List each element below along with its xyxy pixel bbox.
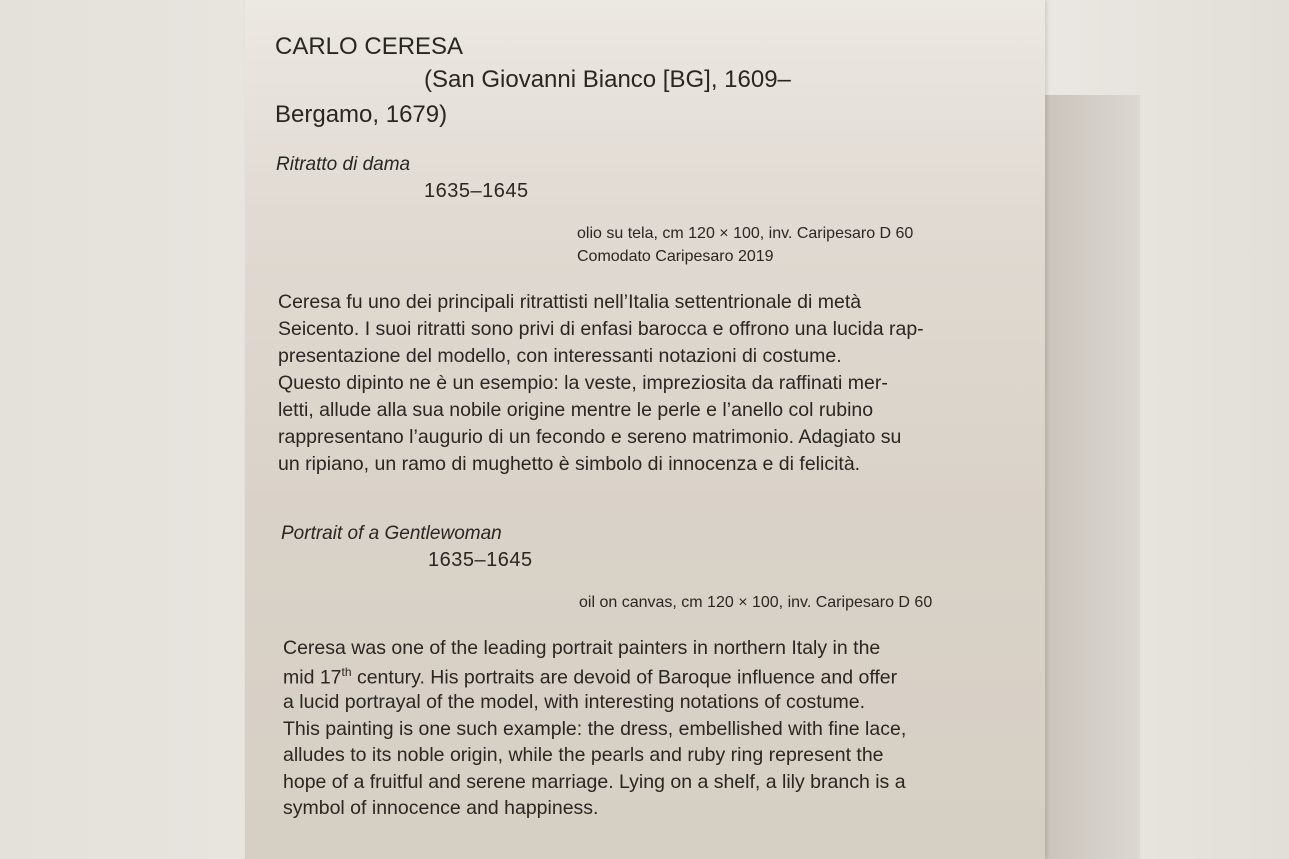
italian-date: 1635–1645 [424,180,529,202]
english-title: Portrait of a Gentlewoman [281,523,502,544]
english-text-part: mid 17 [283,666,342,689]
english-text-part: century. His portraits are devoid of Baroque influence and offer [351,666,898,689]
english-text-line: hope of a fruitful and serene marriage. Lying on a shelf, a lily branch is a [283,771,906,793]
english-medium: oil on canvas, cm 120 × 100, inv. Caripesaro D 60 [579,594,933,611]
italian-text-line: rappresentano l’augurio di un fecondo e sereno matrimonio. Adagiato su [278,426,902,448]
italian-text-line: presentazione del modello, con interessanti notazioni di costume. [278,345,842,367]
italian-loan: Comodato Caripesaro 2019 [577,248,774,265]
artist-life-line2: Bergamo, 1679) [275,101,448,128]
superscript: th [341,665,352,679]
wall-shadow [1040,95,1140,859]
english-text-line: This painting is one such example: the dress, embellished with fine lace, [283,718,907,740]
english-date: 1635–1645 [428,549,533,571]
italian-text-line: Ceresa fu uno dei principali ritrattisti nell’Italia settentrionale di metà [278,291,862,313]
italian-medium: olio su tela, cm 120 × 100, inv. Caripesaro D 60 [577,225,914,242]
artist-name: CARLO CERESA [275,33,464,60]
english-text-line: a lucid portrayal of the model, with interesting notations of costume. [283,691,866,713]
artist-life-line1: (San Giovanni Bianco [BG], 1609– [424,66,791,93]
italian-title: Ritratto di dama [276,154,411,175]
italian-text-line: Seicento. I suoi ritratti sono privi di enfasi barocca e offrono una lucida rap- [278,318,924,340]
italian-text-line: un ripiano, un ramo di mughetto è simbolo di innocenza e di felicità. [278,453,861,475]
italian-text-line: Questo dipinto ne è un esempio: la veste, impreziosita da raffinati mer- [278,372,888,394]
english-text-line: alludes to its noble origin, while the pearls and ruby ring represent the [283,744,884,766]
english-text-line [283,666,897,688]
italian-text-line: letti, allude alla sua nobile origine mentre le perle e l’anello col rubino [278,399,874,421]
english-text-line: Ceresa was one of the leading portrait painters in northern Italy in the [283,637,881,659]
english-text-line: symbol of innocence and happiness. [283,797,599,819]
